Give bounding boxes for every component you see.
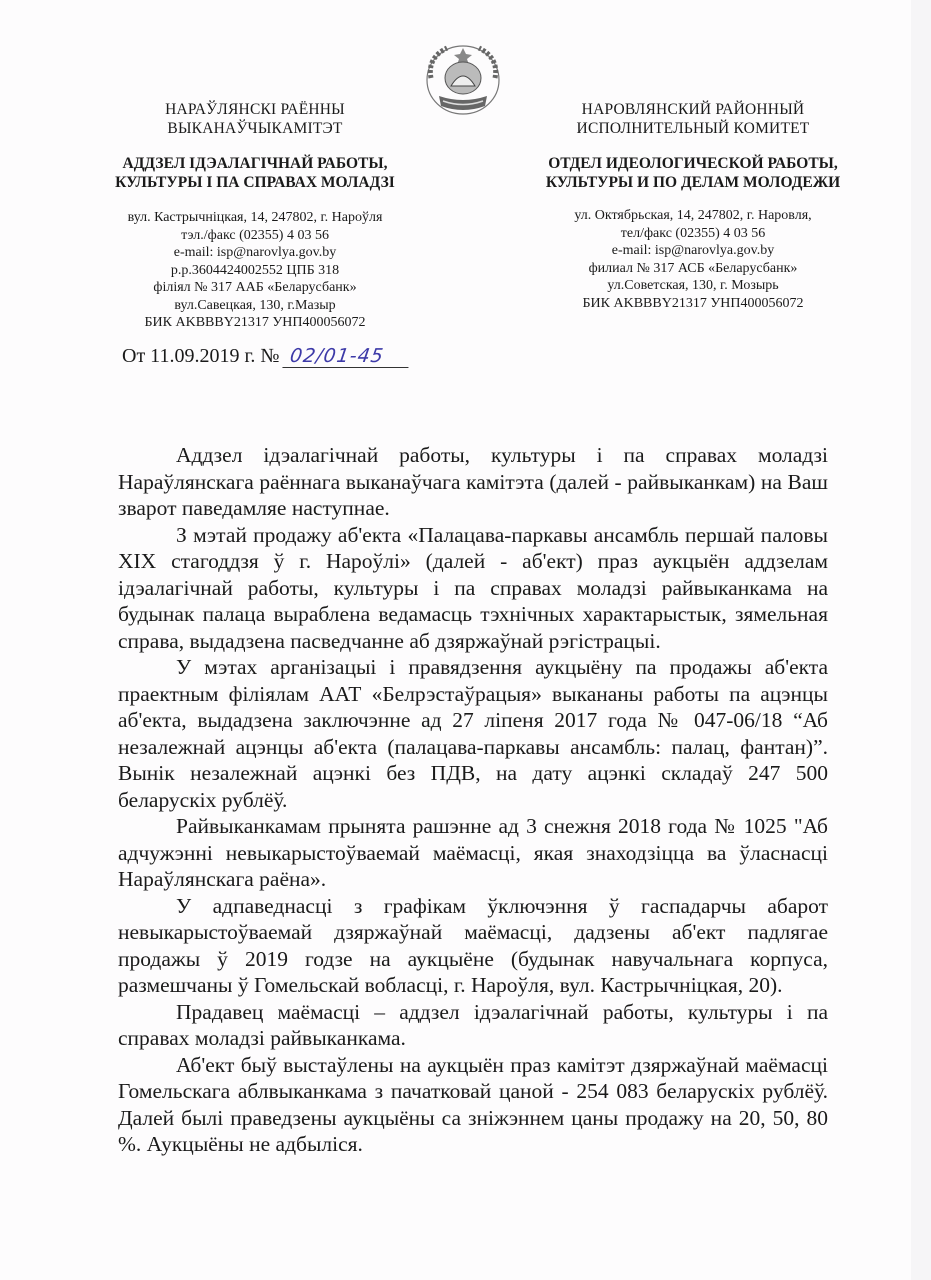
bank-codes: БИК AKBBBY21317 УНП400056072 bbox=[144, 315, 366, 330]
organization-name bbox=[95, 100, 415, 138]
org-line-1: НАРОВЛЯНСКИЙ РАЙОННЫЙ bbox=[581, 101, 805, 118]
belarus-emblem-icon bbox=[413, 38, 513, 118]
dept-line-2: КУЛЬТУРЫ И ПО ДЕЛАМ МОЛОДЕЖИ bbox=[545, 174, 841, 191]
paragraph: Аддзел ідэалагічнай работы, культуры і па справах моладзі Нараўлянскага раённага выканаўчага камітэта (далей - райвыканкам) на Ваш зварот паведамляе наступнае. bbox=[118, 443, 828, 520]
scan-edge bbox=[911, 0, 931, 1280]
department-name bbox=[95, 154, 415, 192]
contact-details bbox=[528, 207, 858, 312]
bank-address: ул.Советская, 130, г. Мозырь bbox=[607, 278, 779, 293]
dept-line-1: ОТДЕЛ ИДЕОЛОГИЧЕСКОЙ РАБОТЫ, bbox=[548, 155, 838, 172]
email: e-mail: isp@narovlya.gov.by bbox=[611, 243, 775, 258]
organization-name bbox=[528, 100, 858, 138]
department-name bbox=[528, 154, 858, 192]
paragraph: Райвыканкамам прынята рашэнне ад 3 снежня 2018 года № 1025 "Аб адчужэнні невыкарыстоўваемай маёмасці, якая знаходзіцца ва ўласнасці Нараўлянскага раёна». bbox=[118, 814, 828, 891]
org-line-2: ВЫКАНАЎЧЫКАМІТЭТ bbox=[167, 120, 343, 137]
org-line-2: ИСПОЛНИТЕЛЬНЫЙ КОМИТЕТ bbox=[576, 120, 810, 137]
letter-body bbox=[118, 442, 828, 1158]
paragraph: Прадавец маёмасці – аддзел ідэалагічнай работы, культуры і па справах моладзі райвыканкама. bbox=[118, 999, 828, 1050]
header-belarusian bbox=[95, 100, 415, 332]
email: e-mail: isp@narovlya.gov.by bbox=[173, 245, 337, 260]
address: вул. Кастрычніцкая, 14, 247802, г. Нароўля bbox=[127, 210, 383, 225]
address: ул. Октябрьская, 14, 247802, г. Наровля, bbox=[574, 208, 812, 223]
paragraph: У мэтах арганізацыі і правядзення аукцыёну па продажы аб'екта праектным філіялам ААТ «Белрэстаўрацыя» выкананы работы па ацэнцы аб'екта, выдадзена заключэнне ад 27 ліпеня 2017 года № 047-06/18 “Аб незалежнай ацэнцы аб'екта (палацава-паркавы ансамбль: палац, фантан)”. Вынік незалежнай ацэнкі без ПДВ, на дату ацэнкі складаў 247 500 беларускіх рублёў. bbox=[118, 655, 828, 812]
reference-date: От 11.09.2019 г. № bbox=[122, 345, 280, 367]
paragraph: Аб'ект быў выстаўлены на аукцыён праз камітэт дзяржаўнай маёмасці Гомельскага аблвыканкама з пачатковай цаной - 254 083 беларускіх рублёў. Далей былі праведзены аукцыёны са зніжэннем цаны продажу на 20, 50, 80 %. Аукцыёны не адбыліся. bbox=[118, 1052, 828, 1156]
bank-branch: філіял № 317 ААБ «Беларусбанк» bbox=[153, 280, 357, 295]
paragraph: З мэтай продажу аб'екта «Палацава-паркавы ансамбль першай паловы XIX стагоддзя ў г. Нароўлі» (далей - аб'ект) праз аукцыён аддзелам ідэалагічнай работы, культуры і па справах моладзі райвыканкама на будынак палаца выраблена ведамасць тэхнічных характарыстык, зямельная справа, выдадзена пасведчанне аб дзяржаўнай рэгістрацыі. bbox=[118, 522, 828, 653]
paragraph: У адпаведнасці з графікам ўключэння ў гаспадарчы абарот невыкарыстоўваемай дзяржаўнай маёмасці, дадзены аб'ект падлягае продажы ў 2019 годзе на аукцыёне (будынак навучальнага корпуса, размешчаны ў Гомельскай вобласці, г. Нароўля, вул. Кастрычніцкая, 20). bbox=[118, 893, 828, 997]
header-russian bbox=[528, 100, 858, 312]
bank-address: вул.Савецкая, 130, г.Мазыр bbox=[174, 297, 336, 313]
bank-codes: БИК AKBBBY21317 УНП400056072 bbox=[582, 295, 804, 311]
bank-branch: филиал № 317 АСБ «Беларусбанк» bbox=[588, 260, 798, 276]
org-line-1: НАРАЎЛЯНСКІ РАЁННЫ bbox=[165, 101, 345, 118]
phone-fax: тэл./факс (02355) 4 03 56 bbox=[181, 227, 329, 243]
handwritten-reference-number: 02/01-45 bbox=[283, 345, 412, 368]
bank-account: р.р.3604424002552 ЦПБ 318 bbox=[170, 262, 340, 278]
reference-line bbox=[122, 345, 410, 368]
dept-line-2: КУЛЬТУРЫ І ПА СПРАВАХ МОЛАДЗІ bbox=[115, 174, 395, 191]
contact-details bbox=[95, 209, 415, 332]
dept-line-1: АДДЗЕЛ ІДЭАЛАГІЧНАЙ РАБОТЫ, bbox=[122, 155, 388, 172]
phone-fax: тел/факс (02355) 4 03 56 bbox=[620, 225, 766, 241]
